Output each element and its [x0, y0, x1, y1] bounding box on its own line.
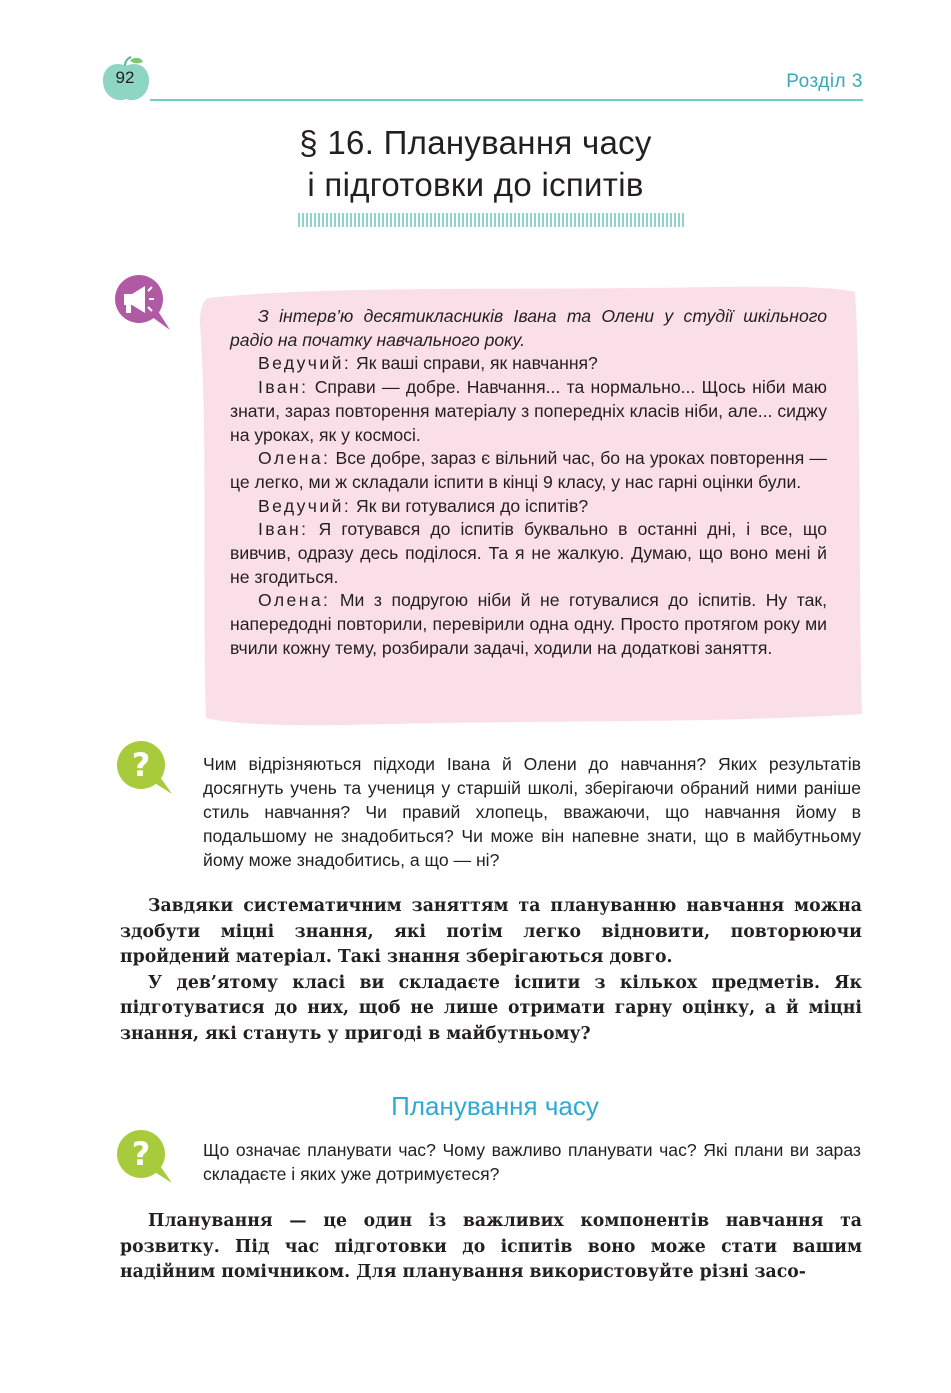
- header-rule: [150, 99, 863, 101]
- dialogue-line: [230, 447, 827, 494]
- speech-text: Все добре, зараз є вільний час, бо на уроках повторення — це легко, ми ж складали іспити в кінці 9 класу, у нас гарні оцінки були.: [230, 448, 827, 492]
- speech-text: Я готувався до іспитів буквально в останні дні, і все, що вивчив, одразу десь поділося. Та я не жалкую. Думаю, що воно мені й не згодиться.: [230, 519, 827, 587]
- title-decoration-bar: [298, 213, 685, 227]
- speaker-name: Іван:: [258, 377, 309, 398]
- paragraph: Планування — це один із важливих компонентів навчання та розвитку. Під час підготовки до іспитів воно може стати вашим надійним помічником. Для планування використовуйте різні засо-: [120, 1211, 862, 1282]
- page-number: 92: [115, 68, 135, 87]
- question-icon: [114, 738, 176, 800]
- speech-text: Як ваші справи, як навчання?: [351, 353, 598, 374]
- question-icon: [114, 1127, 176, 1189]
- svg-text:?: ?: [131, 746, 151, 784]
- question-text-1: Чим відрізняються підходи Івана й Олени до навчання? Яких результатів досягнуть учень та учениця у старшій школі, зберігаючи обраний ними раніше стиль навчання? Чи правий хлопець, вважаючи, що навчання йому в подальшому не знадобиться? Чи може він напевне знати, що в майбутньому йому може знадобитись, а що — ні?: [203, 754, 861, 870]
- speaker-name: Олена:: [258, 590, 331, 611]
- body-text-1: [120, 894, 862, 1047]
- speaker-name: Ведучий:: [258, 353, 352, 374]
- speaker-name: Ведучий:: [258, 495, 352, 516]
- dialogue-line: [230, 589, 827, 660]
- dialogue-line: [230, 495, 827, 519]
- speech-text: Справи — добре. Навчання... та нормально... Щось ніби маю знати, зараз повторення матеріалу з попередніх класів ніби, але... сиджу на уроках, як у космосі.: [230, 377, 827, 445]
- dialogue-line: [230, 518, 827, 589]
- speech-text: Як ви готувалися до іспитів?: [351, 495, 589, 516]
- dialogue-intro: З інтерв’ю десятикласників Івана та Олени у студії шкільного радіо на початку навчального року.: [230, 306, 827, 350]
- paragraph: У дев’ятому класі ви складаєте іспити з кількох предметів. Як підготуватися до них, щоб не лише отримати гарну оцінку, а й міцні знання, які стануть у пригоді в майбутньому?: [120, 972, 862, 1044]
- page-title-line1: § 16. Планування часу: [299, 124, 652, 161]
- page-title-line2: і підготовки до іспитів: [307, 166, 644, 203]
- speaker-name: Олена:: [258, 448, 331, 469]
- dialogue-block: [230, 305, 827, 661]
- subheading: Планування часу: [391, 1091, 599, 1121]
- section-label: Розділ 3: [786, 71, 863, 92]
- body-text-2: [120, 1209, 862, 1286]
- dialogue-line: [230, 352, 827, 376]
- speaker-name: Іван:: [258, 519, 309, 540]
- speech-text: Ми з подругою ніби й не готувалися до іспитів. Ну так, напередодні повторили, перевірили одна одну. Просто протягом року ми вчили кожну тему, розбирали задачі, ходили на додаткові заняття.: [230, 590, 827, 658]
- svg-text:?: ?: [131, 1135, 151, 1173]
- dialogue-line: [230, 376, 827, 447]
- question-text-2: Що означає планувати час? Чому важливо планувати час? Які плани ви зараз складаєте і яких уже дотримуєтеся?: [203, 1140, 861, 1184]
- paragraph: Завдяки систематичним заняттям та плануванню навчання можна здобути міцні знання, які потім легко відновити, повторюючи пройдений матеріал. Такі знання зберігаються довго.: [120, 896, 862, 967]
- megaphone-icon: [112, 272, 174, 334]
